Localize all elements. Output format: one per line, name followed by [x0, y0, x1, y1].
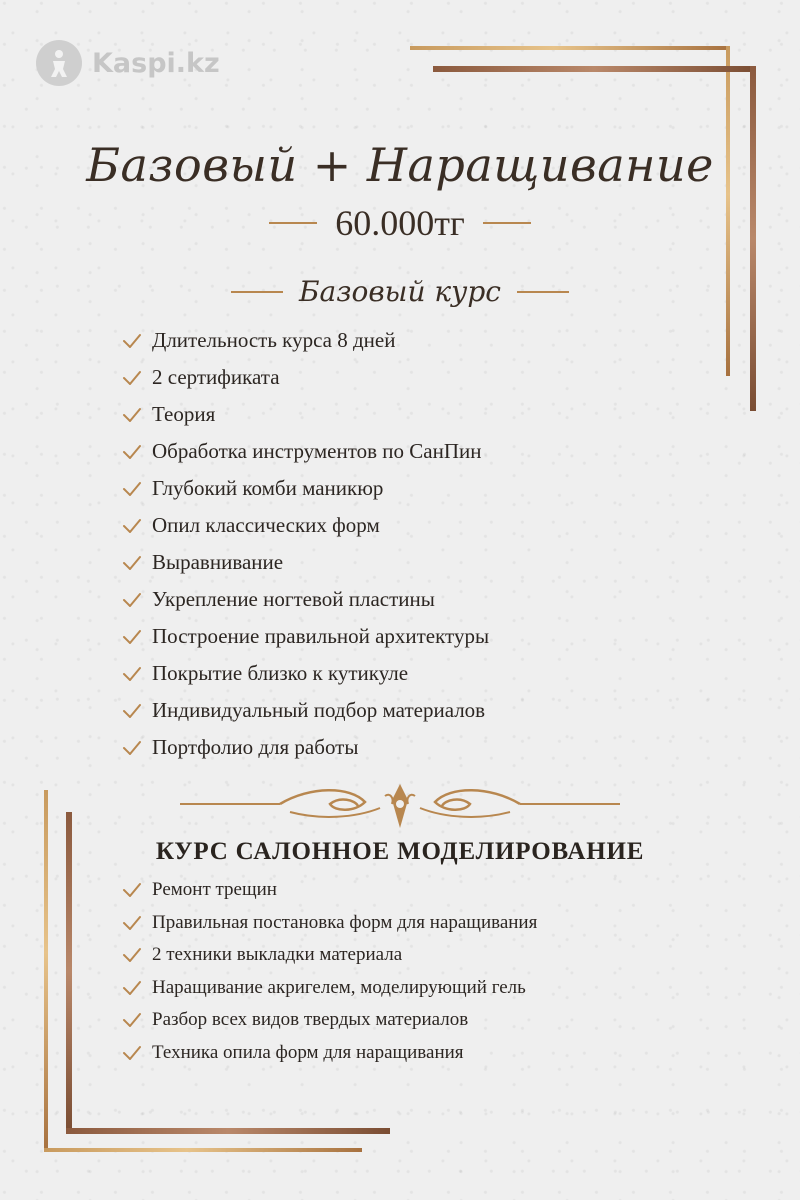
list-item-label: Теория [152, 402, 216, 426]
check-icon [122, 331, 142, 351]
list-item-label: Глубокий комби маникюр [152, 476, 384, 500]
list-item-label: Опил классических форм [152, 513, 380, 537]
list-item-label: Покрытие близко к кутикуле [152, 661, 409, 685]
divider-right [483, 222, 531, 224]
list-item-label: Обработка инструментов по СанПин [152, 439, 482, 463]
divider-right [517, 291, 569, 293]
basic-course-heading [0, 275, 800, 308]
check-icon [122, 516, 142, 536]
brand-logo [36, 40, 220, 86]
divider-left [269, 222, 317, 224]
list-item [122, 322, 489, 359]
check-icon [122, 1010, 142, 1030]
frame-top-copper-line [433, 66, 755, 72]
price-row [0, 202, 800, 244]
kaspi-logo-icon [36, 40, 82, 86]
check-icon [122, 627, 142, 647]
frame-bottom-gold-line [44, 1148, 362, 1152]
list-item-label: Техника опила форм для наращивания [152, 1041, 464, 1063]
list-item [122, 544, 489, 581]
list-item-label: Укрепление ногтевой пластины [152, 587, 435, 611]
list-item-label: Ремонт трещин [152, 879, 277, 901]
check-icon [122, 405, 142, 425]
check-icon [122, 913, 142, 933]
divider-left [231, 291, 283, 293]
list-item-label: Наращивание акригелем, моделирующий гель [152, 976, 526, 998]
check-icon [122, 442, 142, 462]
list-item [122, 1004, 537, 1037]
list-item-label: Разбор всех видов твердых материалов [152, 1009, 469, 1031]
basic-course-list [122, 322, 489, 766]
check-icon [122, 738, 142, 758]
list-item [122, 396, 489, 433]
list-item [122, 1037, 537, 1070]
list-item [122, 907, 537, 940]
list-item [122, 729, 489, 766]
check-icon [122, 978, 142, 998]
list-item-label: Построение правильной архитектуры [152, 624, 490, 648]
ornament-divider [180, 782, 620, 830]
list-item [122, 507, 489, 544]
check-icon [122, 945, 142, 965]
list-item-label: Длительность курса 8 дней [152, 328, 396, 352]
salon-course-list [122, 874, 537, 1069]
page-title: Базовый + Наращивание [86, 138, 714, 192]
list-item-label: 2 техники выкладки материала [152, 944, 403, 966]
list-item [122, 939, 537, 972]
list-item [122, 581, 489, 618]
list-item-label: Портфолио для работы [152, 735, 359, 759]
list-item-label: Индивидуальный подбор материалов [152, 698, 486, 722]
price: 60.000тг [335, 203, 465, 243]
check-icon [122, 1043, 142, 1063]
frame-top-gold-line [410, 46, 730, 50]
list-item [122, 692, 489, 729]
check-icon [122, 479, 142, 499]
check-icon [122, 553, 142, 573]
frame-bottom-copper-line [66, 1128, 390, 1134]
list-item-label: Правильная постановка форм для наращивания [152, 911, 538, 933]
check-icon [122, 664, 142, 684]
check-icon [122, 880, 142, 900]
list-item-label: 2 сертификата [152, 365, 280, 389]
brand-name: Kaspi.kz [92, 47, 220, 79]
check-icon [122, 701, 142, 721]
check-icon [122, 590, 142, 610]
list-item [122, 470, 489, 507]
list-item [122, 433, 489, 470]
list-item [122, 972, 537, 1005]
list-item [122, 359, 489, 396]
list-item [122, 874, 537, 907]
list-item [122, 618, 489, 655]
salon-course-title: КУРС САЛОННОЕ МОДЕЛИРОВАНИЕ [155, 838, 645, 865]
list-item [122, 655, 489, 692]
check-icon [122, 368, 142, 388]
basic-course-title: Базовый курс [298, 275, 501, 308]
list-item-label: Выравнивание [152, 550, 284, 574]
